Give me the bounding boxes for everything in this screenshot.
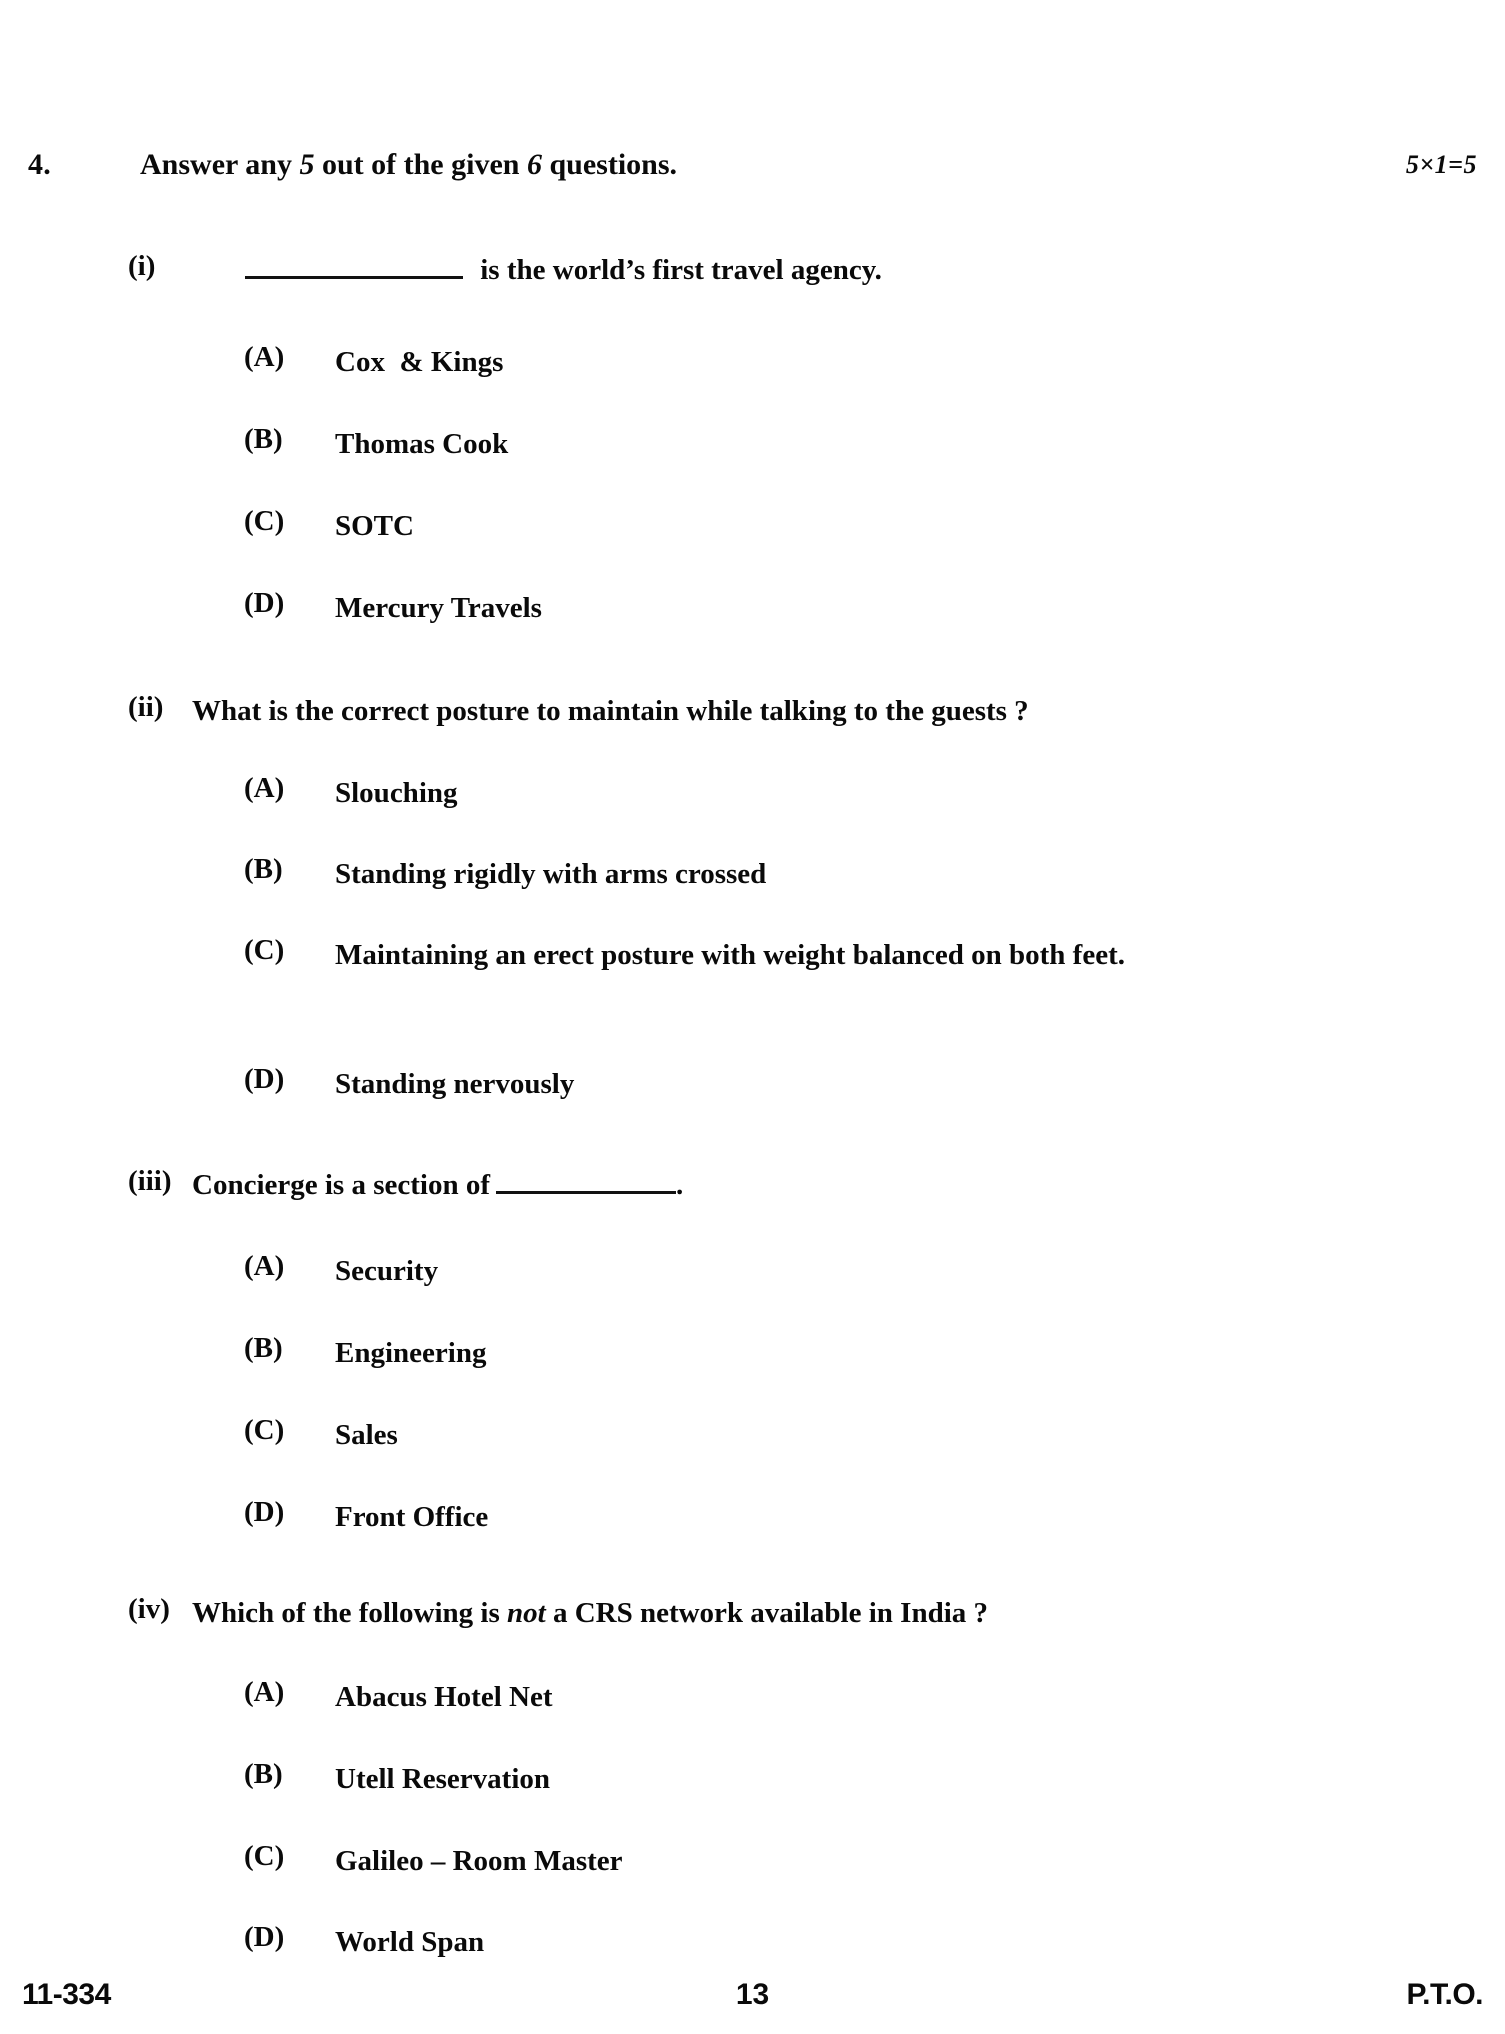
option-text: Galileo – Room Master [335,1845,623,1877]
option-letter: (C) [244,1414,285,1446]
sub-question-label-iv: (iv) [128,1593,170,1625]
option-letter: (C) [244,934,285,966]
marks-allocation: 5×1=5 [1405,150,1477,179]
sub-question-stem-iii [192,1165,1422,1206]
option-letter: (B) [244,423,283,455]
fill-in-blank[interactable] [245,276,463,279]
option-letter: (A) [244,772,285,804]
sub-question-label-i: (i) [128,250,156,282]
option-letter: (B) [244,1332,283,1364]
page-footer [0,1978,1505,2024]
paper-code: 11-334 [22,1978,111,2011]
sub-question-stem-i [245,250,1425,291]
fill-in-blank[interactable] [496,1191,676,1194]
instruction-count-total: 6 [526,148,542,181]
option-text: Standing rigidly with arms crossed [335,858,767,890]
stem-text-iii: Concierge is a section of [192,1169,490,1201]
question-instruction [140,148,677,182]
option-letter: (A) [244,1676,285,1708]
option-text: Mercury Travels [335,592,542,624]
option-letter: (B) [244,853,283,885]
page-number: 13 [735,1978,770,2011]
instruction-part-1: Answer any [140,148,300,181]
option-text: World Span [335,1926,485,1958]
instruction-part-2: out of the given [314,148,527,181]
option-text: Slouching [335,777,458,809]
option-letter: (A) [244,341,285,373]
option-letter: (D) [244,1063,285,1095]
stem-text-i: is the world’s first travel agency. [473,254,882,286]
stem-text-iv-part2: a CRS network available in India ? [545,1597,989,1629]
question-number: 4. [28,148,51,181]
option-text: Cox & Kings [335,346,504,378]
option-letter: (D) [244,1496,285,1528]
option-letter: (C) [244,1840,285,1872]
option-letter: (B) [244,1758,283,1790]
stem-period-iii: . [676,1169,684,1201]
option-text: Maintaining an erect posture with weight balanced on both feet. [335,939,1125,971]
sub-question-stem-ii: What is the correct posture to maintain while talking to the guests ? [192,695,1029,727]
sub-question-label-iii: (iii) [128,1165,172,1197]
option-text: Thomas Cook [335,428,509,460]
option-text: Utell Reservation [335,1763,551,1795]
question-heading [0,148,1505,190]
option-text: Engineering [335,1337,487,1369]
stem-emphasis-not: not [507,1597,546,1629]
option-letter: (C) [244,505,285,537]
option-text: Front Office [335,1501,489,1533]
stem-text-iv-part1: Which of the following is [192,1597,507,1629]
sub-question-label-ii: (ii) [128,691,164,723]
option-text: Security [335,1255,439,1287]
sub-question-stem-iv [192,1593,1422,1634]
option-text: Standing nervously [335,1068,575,1100]
turn-over-label: P.T.O. [1406,1978,1483,2011]
instruction-part-3: questions. [541,148,678,181]
option-text: Sales [335,1419,398,1451]
option-text: Abacus Hotel Net [335,1681,553,1713]
option-text: SOTC [335,510,414,542]
instruction-count-any: 5 [299,148,315,181]
option-letter: (A) [244,1250,285,1282]
option-letter: (D) [244,587,285,619]
option-letter: (D) [244,1921,285,1953]
